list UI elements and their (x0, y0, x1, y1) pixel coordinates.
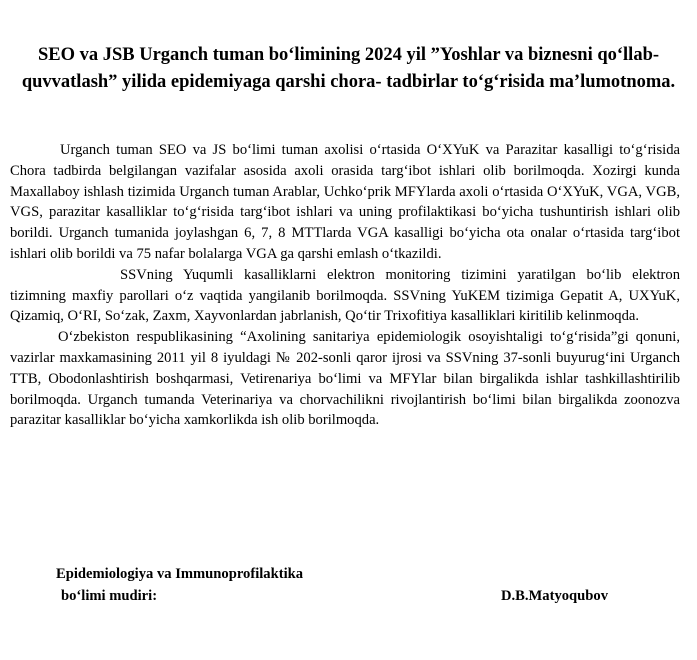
document-body (10, 140, 680, 431)
paragraph-3: O‘zbekiston respublikasining “Axolining sanitariya epidemiologik osoyishtaligi to‘g‘risida”gi qonuni, vazirlar maxkamasining 2011 yil 8 iyuldagi № 202-sonli qaror ijrosi va SSVning 37-sonli buyurug‘ini Urganch TTB, Obodonlashtirish boshqarmasi, Vetirenariya bo‘limi va MFYlar bilan birgalikda ishlar tashkillashtirilib borilmoqda. Urganch tumanda Veterinariya va chorvachilikni rivojlantirish bo‘limi bilan birgalikda zoonozva parazitar kasalliklar bo‘yicha xamkorlikda ish olib borilmoqda. (10, 329, 680, 429)
paragraph-1: Urganch tuman SEO va JS bo‘limi tuman axolisi o‘rtasida O‘XYuK va Parazitar kasalligi to‘g‘risida Chora tadbirda belgilangan vazifalar asosida axoli orasida targ‘ibot ishlari olib borilmoqda. Xozirgi kunda Maxallaboy ishlash tizimida Urganch tuman Arablar, Uchko‘prik MFYlarda axoli o‘rtasida O‘XYuK, VGA, VGB, VGS, parazitar kasalliklar to‘g‘risida targ‘ibot ishlari va uning profilaktikasi bo‘yicha tushuntirish ishlari olib borildi. Urganch tumanida joylashgan 6, 7, 8 MTTlarda VGA kasalligi bo‘yicha ota onalar o‘rtasida targ‘ibot ishlari olib borildi va 75 nafar bolalarga VGA ga qarshi emlash o‘tkazildi. (10, 142, 680, 262)
document-title: SEO va JSB Urganch tuman bo‘limining 2024 yil ”Yoshlar va biznesni qo‘llab-quvvatlash” yilida epidemiyaga qarshi chora- tadbirlar to‘g‘risida ma’lumotnoma. (21, 45, 676, 92)
signature-position: Epidemiologiya va Immunoprofilaktika (56, 566, 304, 582)
paragraph-2: SSVning Yuqumli kasalliklarni elektron monitoring tizimini yaratilgan bo‘lib elektron tizimning maxfiy parollari o‘z vaqtida yangilanib borilmoqda. SSVning YuKEM tizimiga Gepatit A, UXYuK, Qizamiq, O‘RI, So‘zak, Zaxm, Xayvonlardan jabrlanish, Qo‘tir Trixofitiya kasalliklari kiritilib kelinmoqda. (10, 266, 680, 325)
signature-department: bo‘limi mudiri: (61, 588, 158, 604)
signature-name: D.B.Matyoqubov (500, 588, 608, 604)
